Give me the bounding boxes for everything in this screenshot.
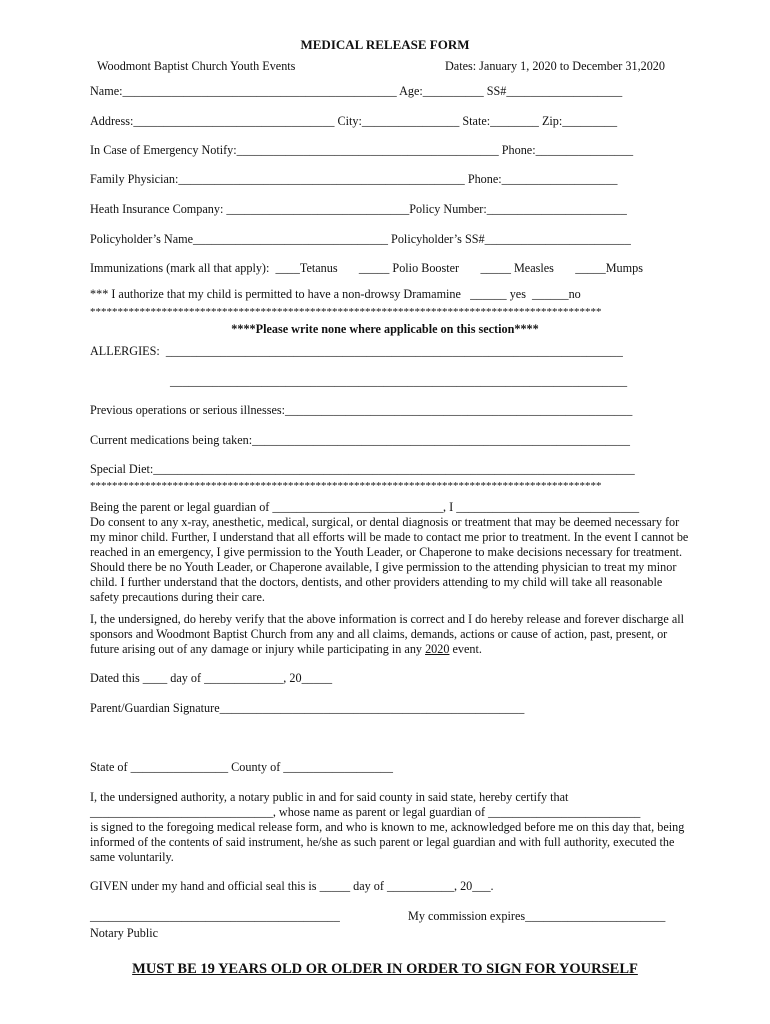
- commission-expires-field[interactable]: My commission expires_______________________: [408, 909, 666, 923]
- insurance-field[interactable]: Heath Insurance Company: ______________________________Policy Number:_______________________: [90, 202, 627, 216]
- notary-names-field[interactable]: ______________________________, whose name as parent or legal guardian of _________________________: [90, 805, 641, 819]
- dated-field[interactable]: Dated this ____ day of _____________, 20_____: [90, 671, 333, 685]
- organization-name: Woodmont Baptist Church Youth Events: [97, 59, 296, 73]
- guardian-name-field[interactable]: Being the parent or legal guardian of ____________________________, I ______________________________: [90, 500, 640, 514]
- special-diet-field[interactable]: Special Diet:_______________________________________________________________________________: [90, 462, 635, 476]
- state-county-field[interactable]: State of ________________ County of __________________: [90, 760, 393, 774]
- release-paragraph: I, the undersigned, do hereby verify that the above information is correct and I do hereby release and forever discharge all sponsors and Woodmont Baptist Church from any and all claims, demands, actions or cause of action, past, present, or future arising out of any damage or injury while participating in any 2020 event.: [90, 612, 685, 656]
- given-under-hand-field[interactable]: GIVEN under my hand and official seal this is _____ day of ___________, 20___.: [90, 879, 494, 893]
- emergency-contact-field[interactable]: In Case of Emergency Notify:___________________________________________ Phone:________________: [90, 143, 634, 157]
- event-dates: Dates: January 1, 2020 to December 31,2020: [445, 59, 665, 73]
- family-physician-field[interactable]: Family Physician:_______________________________________________ Phone:___________________: [90, 172, 618, 186]
- age-requirement-notice: MUST BE 19 YEARS OLD OR OLDER IN ORDER TO SIGN FOR YOURSELF: [132, 961, 638, 977]
- name-age-ss-field[interactable]: Name:_____________________________________________ Age:__________ SS#___________________: [90, 84, 623, 98]
- form-title: MEDICAL RELEASE FORM: [300, 37, 470, 52]
- separator-line: *********************************************************************************************: [90, 480, 602, 492]
- notary-certify-paragraph: is signed to the foregoing medical release form, and who is known to me, acknowledged before me on this day that, being informed of the contents of said instrument, he/she as such parent or legal guardian and with full authority, executed the same voluntarily.: [90, 820, 685, 864]
- current-medications-field[interactable]: Current medications being taken:______________________________________________________________: [90, 433, 630, 447]
- allergies-field[interactable]: ALLERGIES: ___________________________________________________________________________: [90, 344, 623, 358]
- immunizations-field[interactable]: Immunizations (mark all that apply): ____Tetanus _____ Polio Booster _____ Measles _____Mumps: [90, 261, 643, 275]
- parent-signature-field[interactable]: Parent/Guardian Signature__________________________________________________: [90, 701, 525, 715]
- previous-operations-field[interactable]: Previous operations or serious illnesses:_________________________________________________________: [90, 403, 633, 417]
- allergies-instruction: ****Please write none where applicable on this section****: [231, 322, 539, 336]
- notary-signature-field[interactable]: _________________________________________: [90, 909, 340, 923]
- notary-public-label: Notary Public: [90, 926, 159, 940]
- policyholder-field[interactable]: Policyholder’s Name________________________________ Policyholder’s SS#________________________: [90, 232, 631, 246]
- consent-paragraph: Do consent to any x-ray, anesthetic, medical, surgical, or dental diagnosis or treatment that may be deemed necessary for my minor child. Further, I understand that all efforts will be made to contact me prior to treatment. In the event I cannot be reached in an emergency, I give permission to the Youth Leader, or Chaperone to make decisions necessary for treatment. Should there be no Youth Leader, or Chaperone available, I give permission to the attending physician to treat my minor child. I further understand that the doctors, dentists, and other providers attending to my child will take all reasonable safety precautions during their care.: [90, 515, 689, 604]
- notary-certify-text: I, the undersigned authority, a notary public in and for said county in said state, hereby certify that: [90, 790, 569, 804]
- release-year: 2020: [425, 642, 450, 656]
- address-city-state-zip-field[interactable]: Address:_________________________________ City:________________ State:________ Zip:_________: [90, 114, 618, 128]
- allergies-field-continued[interactable]: ___________________________________________________________________________: [170, 374, 628, 388]
- separator-line: *********************************************************************************************: [90, 306, 602, 318]
- dramamine-authorization[interactable]: *** I authorize that my child is permitted to have a non-drowsy Dramamine ______ yes ______no: [90, 287, 581, 301]
